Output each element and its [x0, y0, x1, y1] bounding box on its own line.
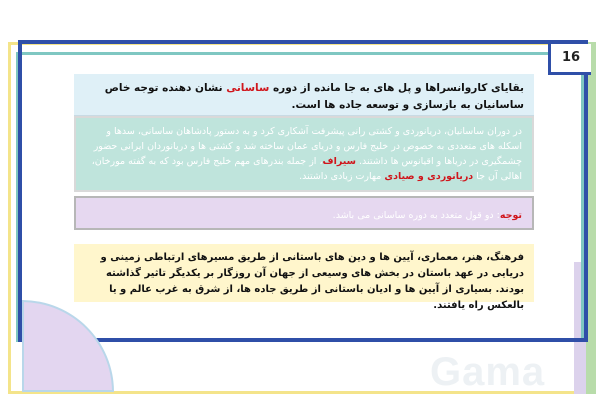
block2-line2: متعددی به خصوص در خلیج فارس و دریای عمان ساخته شد و کشتی ها و دریانوردان ایرانی حضور چشمگیری [93, 141, 522, 167]
text-block-caravanserai [74, 74, 534, 116]
text-block-navigation [74, 116, 534, 192]
block2-highlight-seafaring: دریانوردی و صیادی [384, 171, 474, 182]
block2-line3: در دریاها و اقیانوس ها داشتند. [358, 156, 479, 167]
block2-line1: در دوران ساسانیان، دریانوردی و کشتی رانی پیشرفت آشکاری کرد و به دستور پادشاهان ساسانی، سدها و اسکله های [106, 126, 522, 152]
note-block [74, 196, 534, 230]
frame-blue-top [18, 40, 588, 44]
note-label: توجه [499, 210, 522, 221]
note-text: : دو قول متعدد به دوره ساسانی می باشد. [332, 210, 500, 221]
block1-text-after: نشان دهنده توجه خاص ساسانیان به بازسازی و توسعه جاده ها است. [104, 82, 524, 111]
block1-highlight: ساسانی [226, 82, 270, 94]
page-number: 16 [548, 44, 591, 75]
block4-text: فرهنگ، هنر، معماری، آیین ها و دین های باستانی از طریق مسیرهای ارتباطی زمینی و دریایی در عهد باستان در بخش های وسیعی از جهان آن روزگار بر یکدیگر تاثیر گذاشته بودند. بسیاری از آیین ها و ادیان باستانی از طریق جاده ها، از شرق به غرب عالم و یا بالعکس راه یافتند. [100, 252, 524, 311]
watermark-logo: Gama [430, 350, 546, 394]
text-block-culture [74, 244, 534, 311]
block2-line4: ، از جمله بندرهای مهم خلیج فارس بود که به گفته مورخان، اهالی آن جا [91, 156, 522, 182]
block1-text-before: بقایای کاروانسراها و پل های به جا مانده از دوره [269, 82, 524, 94]
block2-line5: مهارت زیادی داشتند. [299, 171, 385, 182]
block2-highlight-siraf: سیراف [322, 156, 356, 167]
frame-blue-left [18, 40, 22, 340]
